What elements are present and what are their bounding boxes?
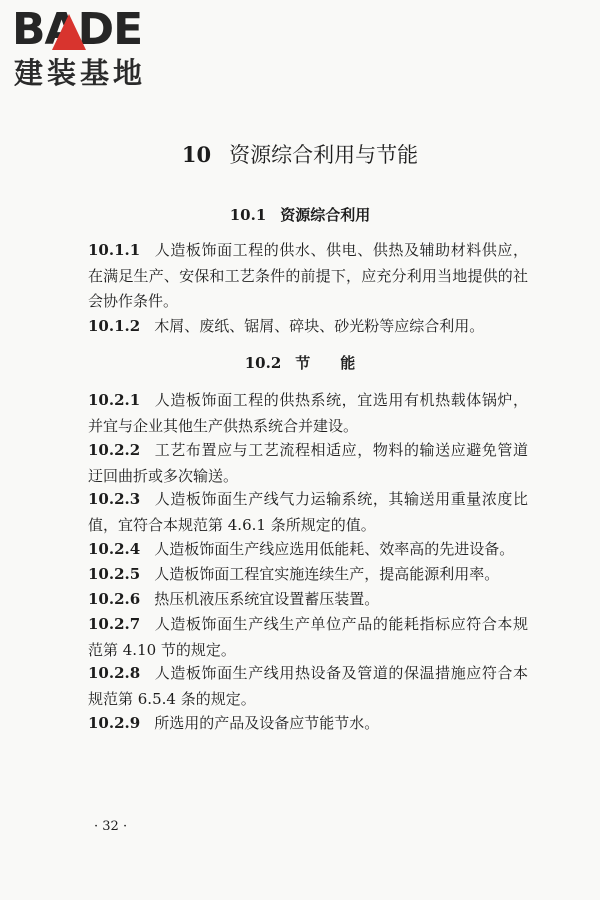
clause-number: 10.2.1 [88, 391, 141, 409]
section-title-text: 节 能 [295, 354, 356, 372]
logo-brand-text: BADE [12, 4, 143, 55]
chapter-number: 10 [181, 142, 212, 167]
clause-text: 热压机液压系统宜设置蓄压装置。 [154, 590, 380, 608]
clause-10-2-7 [88, 612, 528, 663]
clause-10-2-1 [88, 388, 528, 439]
section-title-text: 资源综合利用 [280, 206, 371, 224]
clause-text: 人造板饰面工程宜实施连续生产，提高能源利用率。 [154, 565, 500, 583]
logo-subtitle: 建装基地 [14, 56, 147, 90]
bade-logo [12, 4, 174, 92]
section-title-10-1 [0, 204, 600, 226]
clause-10-1-2 [88, 314, 528, 340]
clause-number: 10.2.4 [88, 540, 141, 558]
clause-number: 10.2.8 [88, 664, 141, 682]
clause-text: 人造板饰面生产线生产单位产品的能耗指标应符合本规范第 4.10 节的规定。 [88, 615, 528, 659]
clause-10-2-6 [88, 587, 528, 613]
clause-10-1-1 [88, 238, 528, 315]
section-number: 10.1 [229, 206, 267, 224]
clause-text: 人造板饰面生产线应选用低能耗、效率高的先进设备。 [154, 540, 515, 558]
logo-accent-triangle-icon [52, 14, 86, 50]
clause-number: 10.2.9 [88, 714, 141, 732]
clause-10-2-4 [88, 537, 528, 563]
clause-number: 10.2.5 [88, 565, 141, 583]
clause-number: 10.2.7 [88, 615, 141, 633]
clause-number: 10.2.6 [88, 590, 141, 608]
clause-text: 人造板饰面工程的供水、供电、供热及辅助材料供应，在满足生产、安保和工艺条件的前提下，应充分利用当地提供的社会协作条件。 [88, 241, 528, 310]
clause-10-2-8 [88, 661, 528, 712]
section-number: 10.2 [244, 354, 282, 372]
clause-10-2-9 [88, 711, 528, 737]
clause-text: 人造板饰面生产线气力运输系统，其输送用重量浓度比值，宜符合本规范第 4.6.1 条所规定的值。 [88, 490, 528, 534]
clause-text: 人造板饰面生产线用热设备及管道的保温措施应符合本规范第 6.5.4 条的规定。 [88, 664, 528, 708]
clause-text: 工艺布置应与工艺流程相适应，物料的输送应避免管道迂回曲折或多次输送。 [88, 441, 528, 485]
chapter-title [0, 140, 600, 170]
clause-10-2-5 [88, 562, 528, 588]
clause-text: 人造板饰面工程的供热系统，宜选用有机热载体锅炉，并宜与企业其他生产供热系统合并建设。 [88, 391, 528, 435]
section-title-10-2 [0, 352, 600, 374]
page-number: · 32 · [94, 819, 128, 834]
chapter-title-text: 资源综合利用与节能 [229, 143, 419, 167]
clause-number: 10.2.3 [88, 490, 141, 508]
clause-10-2-2 [88, 438, 528, 489]
clause-number: 10.1.1 [88, 241, 141, 259]
clause-10-2-3 [88, 487, 528, 538]
clause-number: 10.1.2 [88, 317, 141, 335]
clause-number: 10.2.2 [88, 441, 141, 459]
clause-text: 木屑、废纸、锯屑、碎块、砂光粉等应综合利用。 [154, 317, 485, 335]
clause-text: 所选用的产品及设备应节能节水。 [154, 714, 380, 732]
